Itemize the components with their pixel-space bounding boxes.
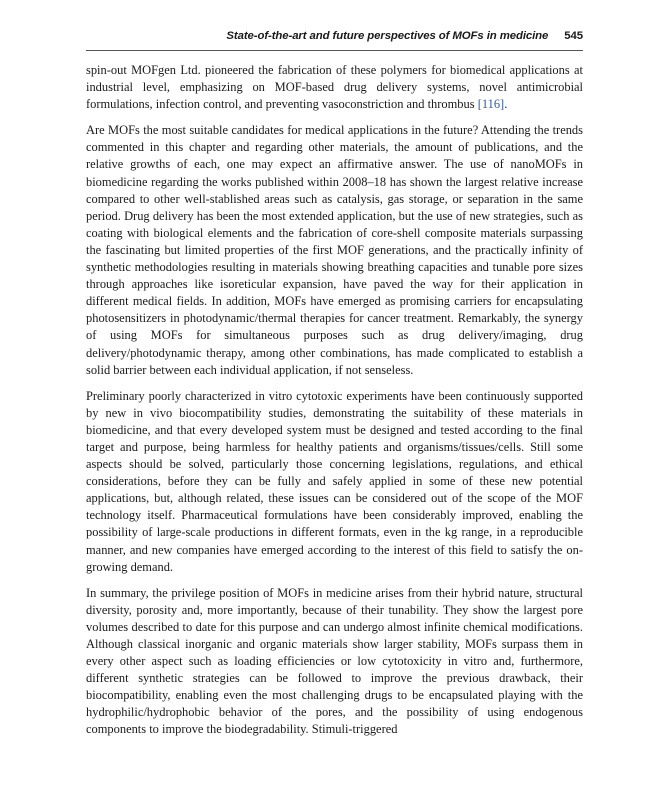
paragraph-1 (86, 62, 583, 113)
paragraph-4: In summary, the privilege position of MOFs in medicine arises from their hybrid nature, structural diversity, porosity and, more importantly, because of their tunability. They show the largest pore volumes described to date for this purpose and can undergo almost infinite chemical modifications. Although classical inorganic and organic materials show larger stability, MOFs surpass them in every other aspect such as loading efficiencies or low cytotoxicity in vitro and, furthermore, different synthetic strategies can be followed to improve the previous drawback, their biocompatibility, enabling even the most challenging drugs to be encapsulated playing with the hydrophilic/hydrophobic behavior of the pores, and the possibility of using endogenous components to improve the biodegradability. Stimuli-triggered (86, 585, 583, 737)
paragraph-1-end: . (504, 97, 508, 112)
body-text (86, 62, 583, 739)
paragraph-1-text: spin-out MOFgen Ltd. pioneered the fabrication of these polymers for biomedical applications at industrial level, emphasizing on MOF-based drug delivery systems, novel antimicrobial formulations, infection control, and preventing vasoconstriction and thrombus (86, 63, 583, 112)
paragraph-3: Preliminary poorly characterized in vitro cytotoxic experiments have been continuously supported by new in vivo biocompatibility studies, demonstrating the suitability of these materials in biomedicine, and that every developed system must be designed and tested according to the final target and purpose, being harmless for healthy patients and organisms/tissues/cells. Still some aspects should be solved, particularly those concerning legislations, regulations, and ethical considerations, before they can be fully and safely applied in some of these new potential applications, but, although related, these issues can be considered out of the scope of the MOF technology itself. Pharmaceutical formulations have been considerably improved, enabling the possibility of large-scale productions in different formats, even in the kg range, in a reproducible manner, and new companies have emerged according to the interest of this field to satisfy the on-growing demand. (86, 388, 583, 574)
page-number: 545 (564, 30, 583, 42)
paragraph-2: Are MOFs the most suitable candidates for medical applications in the future? Attending the trends commented in this chapter and regarding other materials, the amount of publications, and the relative growths of each, one may expect an affirmative answer. The use of nanoMOFs in biomedicine regarding the works published within 2008–18 has shown the largest relative increase compared to other well-stablished areas such as catalysis, gas storage, or separation in the same period. Drug delivery has been the most extended application, but the use of new strategies, such as coating with biological elements and the fabrication of core-shell composite materials surpassing the fascinating but limited properties of the first MOF generations, and the practically infinity of synthetic methodologies resulting in materials showing breathing capacities and tunable pore sizes through approaches like isoreticular expansion, have paved the way for their application in different medical fields. In addition, MOFs have emerged as promising carriers for encapsulating photosensitizers in photodynamic/thermal therapies for cancer treatment. Remarkably, the synergy of using MOFs for simultaneous purposes such as drug delivery/imaging, drug delivery/photodynamic therapy, among other combinations, has made complicated to establish a solid barrier between each individual application, if not senseless. (86, 123, 583, 377)
book-page (86, 30, 583, 748)
running-header (86, 30, 583, 51)
citation-link[interactable]: [116] (477, 97, 505, 112)
running-title: State-of-the-art and future perspectives of MOFs in medicine (226, 30, 549, 42)
